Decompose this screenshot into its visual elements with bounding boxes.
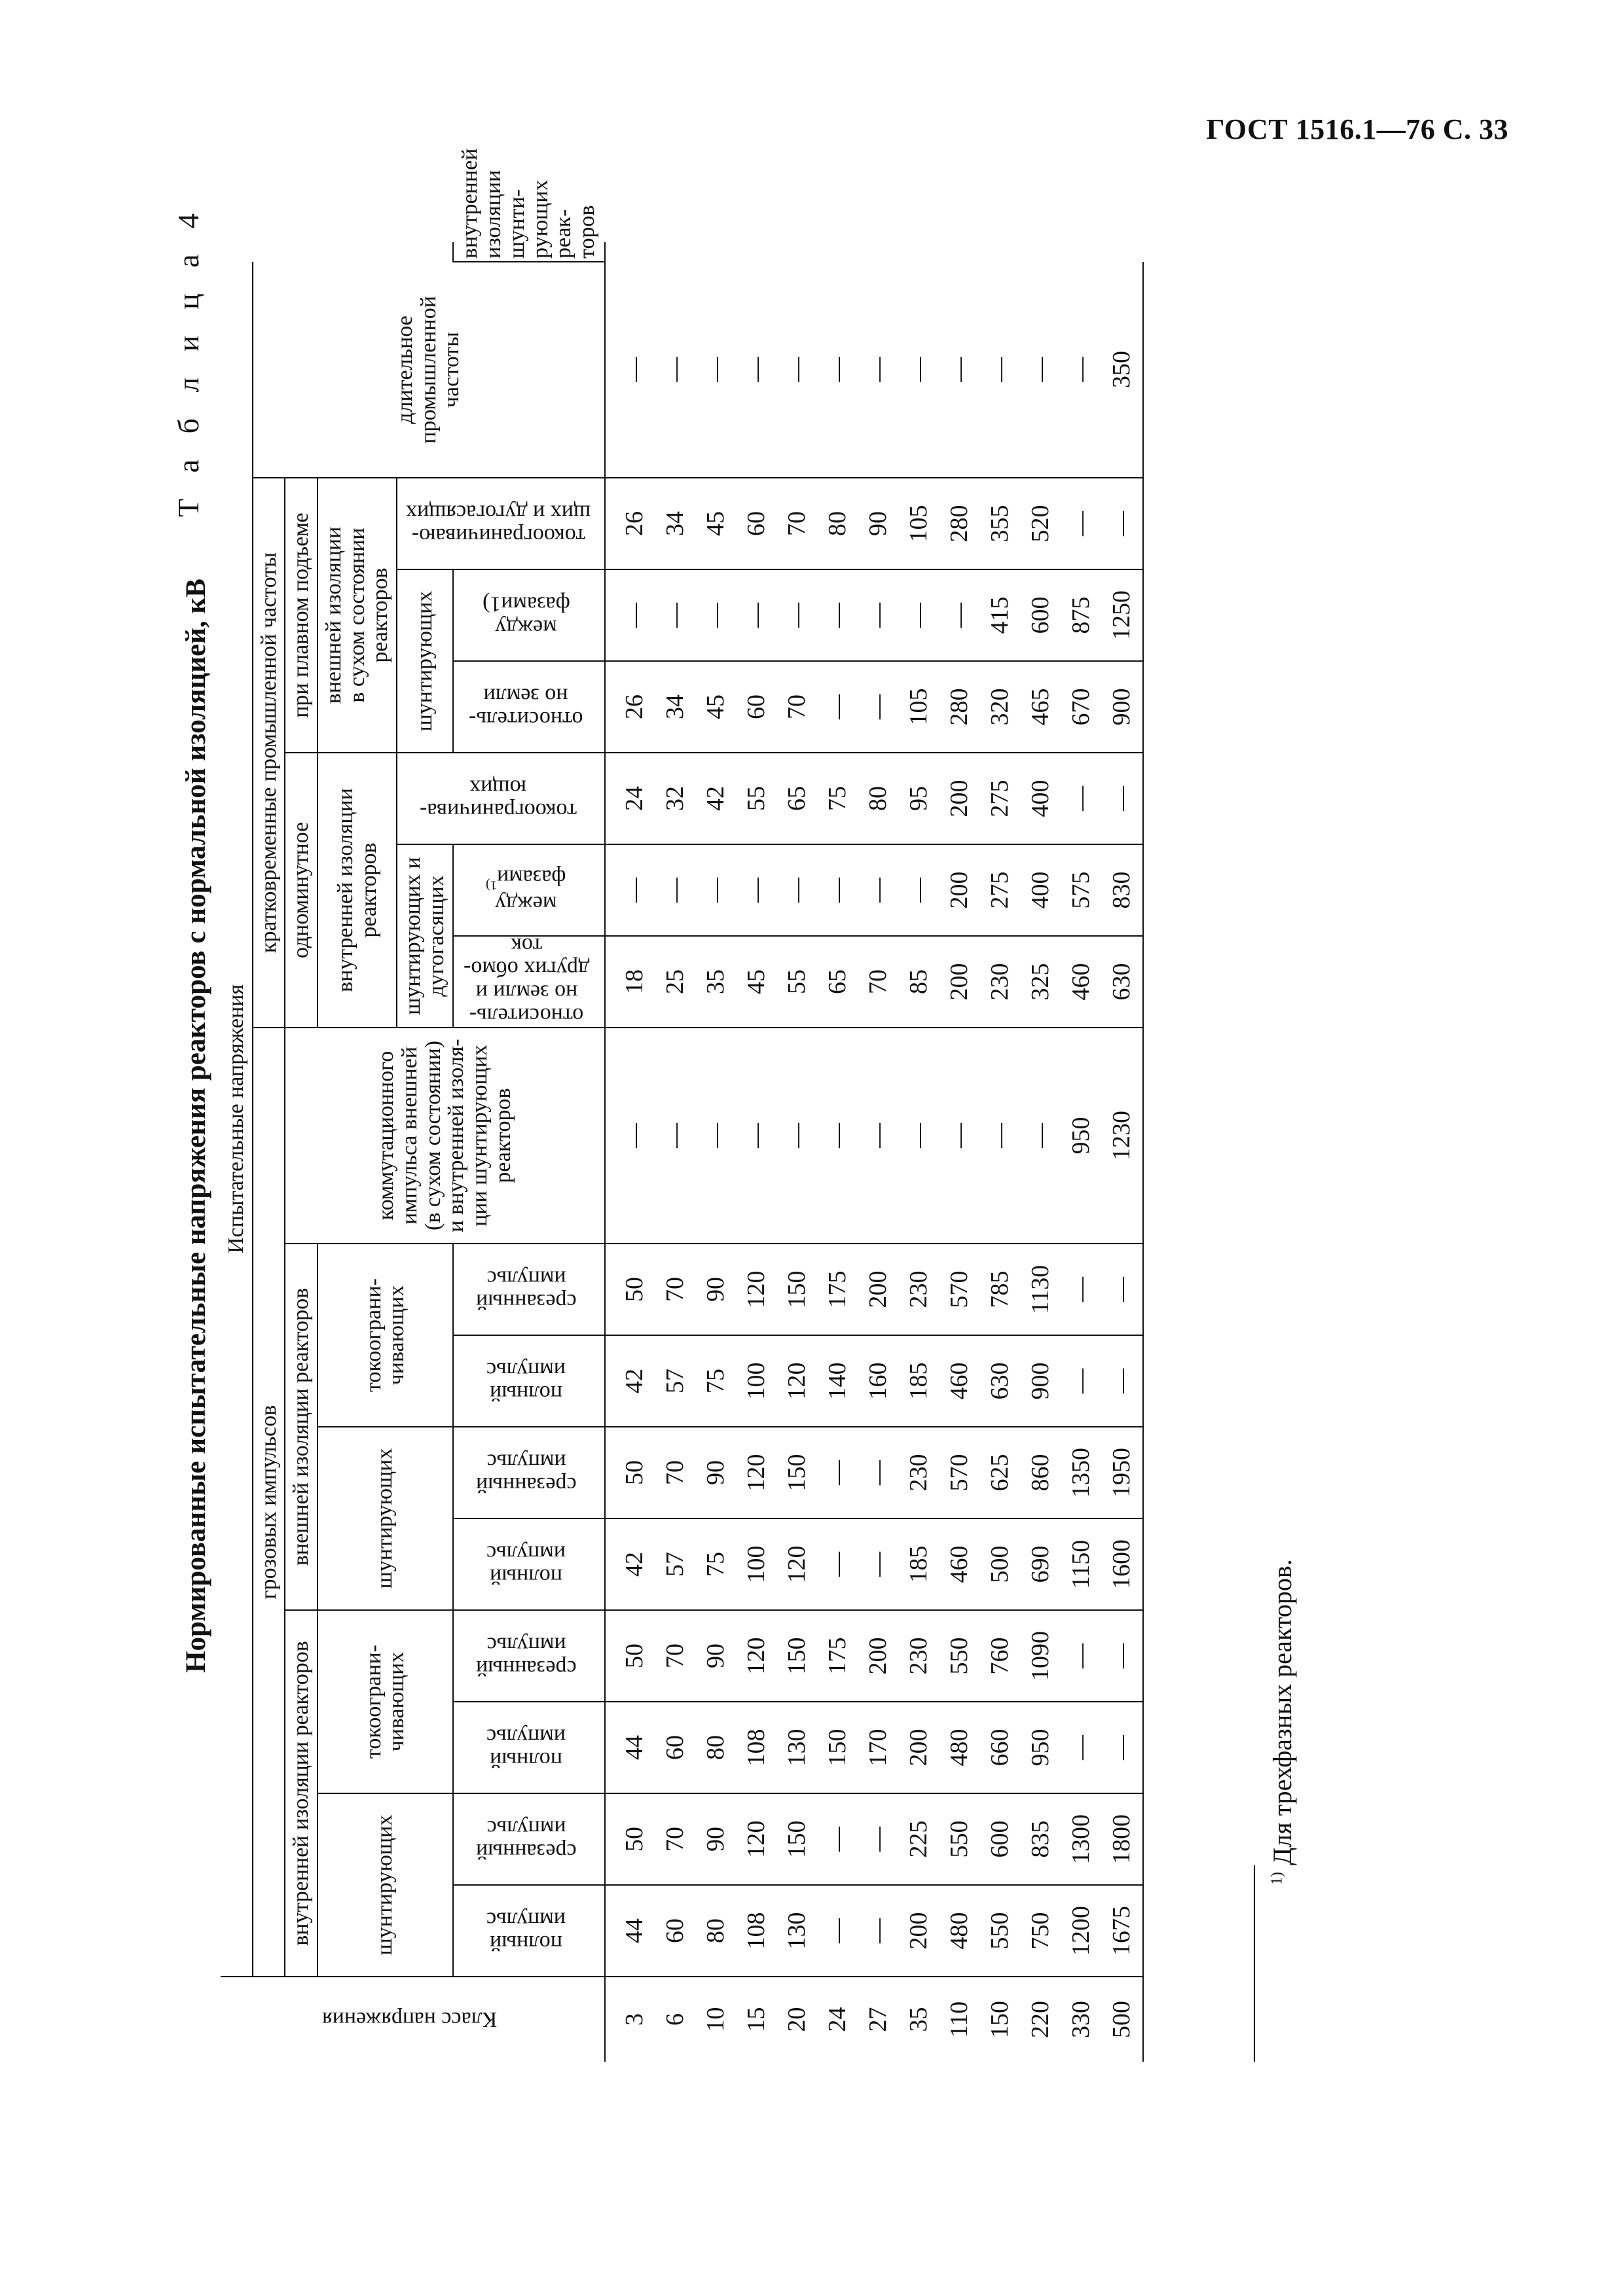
value-cell: — [1021,1028,1061,1244]
header-external-dry: внешней изоляции в сухом состоянии реакторов [318,478,397,753]
value-cell: — [655,844,696,936]
value-cell: 1350 [1061,1427,1102,1518]
value-cell: — [818,661,858,753]
value-cell: 95 [899,753,939,844]
table-row [655,242,696,2062]
value-cell: — [777,262,818,478]
value-cell: — [1102,1335,1143,1427]
value-cell: 90 [696,1427,737,1518]
value-cell: — [605,262,655,478]
value-cell: — [1061,1244,1102,1335]
header-current-limiting-2: токоограничива- ющих [397,753,604,844]
header-between-phases-fn: между фазами$^{1)}$ [453,844,605,936]
value-cell: 105 [899,661,939,753]
value-cell: 550 [980,1885,1021,1977]
value-cell: 1300 [1061,1793,1102,1885]
value-cell: — [605,844,655,936]
header-internal-shunt: внутренней изоляции шунти- рующих реак- торов [453,242,605,262]
value-cell: — [1102,478,1143,569]
header-full-impulse: полный импульс [453,1702,605,1793]
value-cell: — [696,569,737,661]
value-cell: 44 [605,1885,655,1977]
class-voltage-cell: 35 [899,1977,939,2062]
value-cell: — [980,262,1021,478]
header-lightning: грозовых импульсов [253,1028,285,1977]
value-cell: 150 [777,1793,818,1885]
header-long-term-pf: длительное промышленной частоты [253,262,605,478]
value-cell: 90 [696,1244,737,1335]
value-cell: 200 [858,1244,899,1335]
value-cell: — [858,1427,899,1518]
value-cell: 1950 [1102,1427,1143,1518]
header-external-insulation: внешней изоляции реакторов [285,1244,318,1610]
value-cell: 670 [1061,661,1102,753]
value-cell: 1150 [1061,1518,1102,1610]
footnote-text: Для трехфазных реакторов. [1267,1559,1297,1865]
class-voltage-cell: 110 [939,1977,980,2062]
value-cell: 55 [777,936,818,1028]
value-cell: 950 [1021,1702,1061,1793]
value-cell: 630 [1102,936,1143,1028]
value-cell: 230 [980,936,1021,1028]
value-cell: 80 [858,753,899,844]
value-cell: — [737,1028,777,1244]
value-cell: 835 [1021,1793,1061,1885]
table-row [696,242,737,2062]
table-label: Т а б л и ц а 4 [172,204,205,518]
table-row [737,242,777,2062]
value-cell: 50 [605,1244,655,1335]
value-cell: 120 [777,1518,818,1610]
header-switching-impulse: коммутационного импульса внешней (в сухом состоянии) и внутренней изоля- ции шунтирующих реакторов [285,1028,604,1244]
header-full-impulse: полный импульс [453,1335,605,1427]
footnote-rule [1254,1865,1255,2062]
table-row [1021,242,1061,2062]
footnote-mark: 1) [1268,1872,1286,1885]
value-cell: — [1102,1702,1143,1793]
value-cell: 275 [980,753,1021,844]
value-cell: 80 [696,1702,737,1793]
value-cell: 1090 [1021,1610,1061,1702]
table-row [1102,242,1143,2062]
value-cell: 280 [939,661,980,753]
header-between-phases: между фазами1) [453,569,605,661]
value-cell: — [1021,262,1061,478]
header-shunting-int: шунтирующих [318,1793,452,1977]
header-shunt-and-arc: шунтирующих и дугогасящих [397,844,452,1028]
value-cell: 480 [939,1885,980,1977]
value-cell: — [939,262,980,478]
header-shunting-ext: шунтирующих [318,1427,452,1610]
value-cell: 35 [696,936,737,1028]
value-cell: 45 [737,936,777,1028]
value-cell: 200 [939,936,980,1028]
table-row [980,242,1021,2062]
value-cell: 55 [737,753,777,844]
value-cell: 75 [696,1335,737,1427]
value-cell: 108 [737,1702,777,1793]
value-cell: 550 [939,1793,980,1885]
value-cell: 60 [655,1885,696,1977]
value-cell: 32 [655,753,696,844]
value-cell: 200 [939,753,980,844]
value-cell: 1130 [1021,1244,1061,1335]
value-cell: 130 [777,1885,818,1977]
table-wrapper [221,148,1144,2062]
value-cell: 120 [737,1793,777,1885]
value-cell: 50 [605,1610,655,1702]
value-cell: 24 [605,753,655,844]
value-cell: — [655,262,696,478]
value-cell: — [1061,478,1102,569]
value-cell: — [1061,1335,1102,1427]
value-cell: 70 [655,1793,696,1885]
class-voltage-cell: 500 [1102,1977,1143,2062]
value-cell: 415 [980,569,1021,661]
value-cell: — [1061,1702,1102,1793]
value-cell: 80 [696,1885,737,1977]
value-cell: 460 [939,1335,980,1427]
class-voltage-cell: 27 [858,1977,899,2062]
value-cell: 100 [737,1335,777,1427]
value-cell: 550 [939,1610,980,1702]
value-cell: 230 [899,1244,939,1335]
value-cell: — [605,569,655,661]
value-cell: 120 [737,1610,777,1702]
value-cell: 570 [939,1427,980,1518]
header-chopped-impulse: срезанный импульс [453,1427,605,1518]
class-voltage-cell: 3 [605,1977,655,2062]
value-cell: 860 [1021,1427,1061,1518]
value-cell: 950 [1061,1028,1102,1244]
value-cell: 90 [696,1610,737,1702]
value-cell: — [858,1885,899,1977]
table-row [858,242,899,2062]
value-cell: 70 [777,661,818,753]
value-cell: 26 [605,661,655,753]
header-current-limiting-arc: токоограничиваю- щих и дугогасящих [397,478,604,569]
header-chopped-impulse: срезанный импульс [453,1793,605,1885]
value-cell: 830 [1102,844,1143,936]
value-cell: 570 [939,1244,980,1335]
header-chopped-impulse: срезанный импульс [453,1610,605,1702]
value-cell: 760 [980,1610,1021,1702]
value-cell: 42 [696,753,737,844]
footnote [1267,1559,1298,1885]
table-row [1061,242,1102,2062]
value-cell: 460 [939,1518,980,1610]
value-cell: — [777,844,818,936]
value-cell: 460 [1061,936,1102,1028]
value-cell: 57 [655,1518,696,1610]
header-smooth-rise: при плавном подъеме [285,478,318,753]
value-cell: 44 [605,1702,655,1793]
value-cell: 80 [818,478,858,569]
value-cell: 660 [980,1702,1021,1793]
value-cell: 690 [1021,1518,1061,1610]
value-cell: — [737,262,777,478]
value-cell: 34 [655,478,696,569]
value-cell: — [777,569,818,661]
value-cell: — [696,262,737,478]
value-cell: — [605,1028,655,1244]
value-cell: — [1102,1244,1143,1335]
value-cell: 175 [818,1244,858,1335]
value-cell: — [696,844,737,936]
value-cell: — [899,569,939,661]
value-cell: — [1061,262,1102,478]
value-cell: 130 [777,1702,818,1793]
value-cell: 42 [605,1518,655,1610]
value-cell: 60 [655,1702,696,1793]
table-body [605,242,1143,2062]
value-cell: 275 [980,844,1021,936]
header-one-minute: одноминутное [285,753,318,1028]
value-cell: — [818,1885,858,1977]
value-cell: 150 [818,1702,858,1793]
header-current-limiting-ext: токоограни- чивающих [318,1244,452,1427]
value-cell: — [655,1028,696,1244]
value-cell: 150 [777,1244,818,1335]
page-header: ГОСТ 1516.1—76 С. 33 [1206,113,1508,145]
value-cell: 630 [980,1335,1021,1427]
value-cell: — [737,844,777,936]
value-cell: 520 [1021,478,1061,569]
value-cell: — [939,569,980,661]
value-cell: — [939,1028,980,1244]
value-cell: 70 [655,1610,696,1702]
header-internal-insulation: внутренней изоляции реакторов [285,1610,318,1977]
value-cell: 200 [939,844,980,936]
value-cell: 85 [899,936,939,1028]
value-cell: — [980,1028,1021,1244]
value-cell: 42 [605,1335,655,1427]
value-cell: — [818,1028,858,1244]
value-cell: 175 [818,1610,858,1702]
value-cell: 355 [980,478,1021,569]
value-cell: 70 [858,936,899,1028]
value-cell: 185 [899,1518,939,1610]
value-cell: 108 [737,1885,777,1977]
value-cell: 90 [858,478,899,569]
header-class-voltage: Класс напряжения [221,1977,605,2062]
value-cell: — [1102,1610,1143,1702]
header-full-impulse: полный импульс [453,1518,605,1610]
table-row [939,242,980,2062]
value-cell: 57 [655,1335,696,1427]
value-cell: 325 [1021,936,1061,1028]
value-cell: — [858,1028,899,1244]
value-cell: — [818,262,858,478]
value-cell: 1200 [1061,1885,1102,1977]
value-cell: 465 [1021,661,1061,753]
rotated-table-frame [167,148,1411,2062]
value-cell: — [858,569,899,661]
value-cell: 225 [899,1793,939,1885]
value-cell: 120 [777,1335,818,1427]
class-voltage-cell: 20 [777,1977,818,2062]
value-cell: 120 [737,1244,777,1335]
value-cell: 105 [899,478,939,569]
value-cell: — [777,1028,818,1244]
value-cell: 1800 [1102,1793,1143,1885]
value-cell: 400 [1021,753,1061,844]
value-cell: 750 [1021,1885,1061,1977]
value-cell: — [655,569,696,661]
value-cell: 150 [777,1610,818,1702]
value-cell: — [858,1518,899,1610]
value-cell: — [858,844,899,936]
class-voltage-cell: 10 [696,1977,737,2062]
value-cell: — [1102,753,1143,844]
value-cell: 350 [1102,262,1143,478]
value-cell: 575 [1061,844,1102,936]
value-cell: 140 [818,1335,858,1427]
class-voltage-cell: 220 [1021,1977,1061,2062]
value-cell: — [818,1518,858,1610]
value-cell: 75 [818,753,858,844]
value-cell: 1250 [1102,569,1143,661]
value-cell: 280 [939,478,980,569]
value-cell: — [737,569,777,661]
value-cell: 1600 [1102,1518,1143,1610]
value-cell: — [818,569,858,661]
header-current-limiting-int: токоограни- чивающих [318,1610,452,1793]
value-cell: 18 [605,936,655,1028]
class-voltage-cell: 15 [737,1977,777,2062]
value-cell: 50 [605,1793,655,1885]
class-voltage-cell: 24 [818,1977,858,2062]
value-cell: 90 [696,1793,737,1885]
test-voltage-table [221,148,1144,2062]
value-cell: 70 [655,1244,696,1335]
value-cell: — [1061,753,1102,844]
value-cell: — [858,1793,899,1885]
value-cell: 320 [980,661,1021,753]
value-cell: 600 [980,1793,1021,1885]
value-cell: 500 [980,1518,1021,1610]
value-cell: 200 [899,1702,939,1793]
value-cell: — [818,844,858,936]
table-row [777,242,818,2062]
header-rel-ground: относитель- но земли [453,661,605,753]
header-test-voltages: Испытательные напряжения [221,262,253,1977]
value-cell: 34 [655,661,696,753]
value-cell: 900 [1021,1335,1061,1427]
value-cell: 65 [818,936,858,1028]
value-cell: 600 [1021,569,1061,661]
value-cell: 50 [605,1427,655,1518]
table-row [899,242,939,2062]
value-cell: 200 [858,1610,899,1702]
value-cell: 230 [899,1610,939,1702]
class-voltage-cell: 6 [655,1977,696,2062]
value-cell: — [899,1028,939,1244]
value-cell: 65 [777,753,818,844]
header-full-impulse: полный импульс [453,1885,605,1977]
value-cell: 100 [737,1518,777,1610]
value-cell: 150 [777,1427,818,1518]
value-cell: 45 [696,661,737,753]
value-cell: 70 [777,478,818,569]
value-cell: — [899,262,939,478]
value-cell: 1675 [1102,1885,1143,1977]
class-voltage-cell: 330 [1061,1977,1102,2062]
header-rel-ground-other: относитель- но земли и других обмо- ток [453,936,605,1028]
value-cell: 160 [858,1335,899,1427]
table-title: Нормированные испытательные напряжения реакторов с нормальной изоляцией, кВ [181,579,211,1673]
value-cell: 625 [980,1427,1021,1518]
value-cell: 25 [655,936,696,1028]
value-cell: 900 [1102,661,1143,753]
header-internal-reactors: внутренней изоляции реакторов [318,753,397,1028]
value-cell: 875 [1061,569,1102,661]
value-cell: 230 [899,1427,939,1518]
header-short-term-pf: кратковременные промышленной частоты [253,478,285,1028]
value-cell: 60 [737,661,777,753]
value-cell: 26 [605,478,655,569]
value-cell: — [858,262,899,478]
value-cell: 785 [980,1244,1021,1335]
value-cell: 200 [899,1885,939,1977]
value-cell: — [1061,1610,1102,1702]
value-cell: 70 [655,1427,696,1518]
value-cell: 75 [696,1518,737,1610]
value-cell: 60 [737,478,777,569]
value-cell: 400 [1021,844,1061,936]
value-cell: — [858,661,899,753]
footnote-mark: 1) [486,878,498,893]
value-cell: 170 [858,1702,899,1793]
value-cell: 480 [939,1702,980,1793]
value-cell: — [818,1793,858,1885]
table-row [605,242,655,2062]
header-chopped-impulse: срезанный импульс [453,1244,605,1335]
class-voltage-cell: 150 [980,1977,1021,2062]
table-row [818,242,858,2062]
header-shunting-2: шунтирующих [397,569,452,753]
value-cell: 45 [696,478,737,569]
value-cell: 120 [737,1427,777,1518]
value-cell: — [696,1028,737,1244]
value-cell: — [899,844,939,936]
value-cell: 185 [899,1335,939,1427]
value-cell: 1230 [1102,1028,1143,1244]
value-cell: — [818,1427,858,1518]
